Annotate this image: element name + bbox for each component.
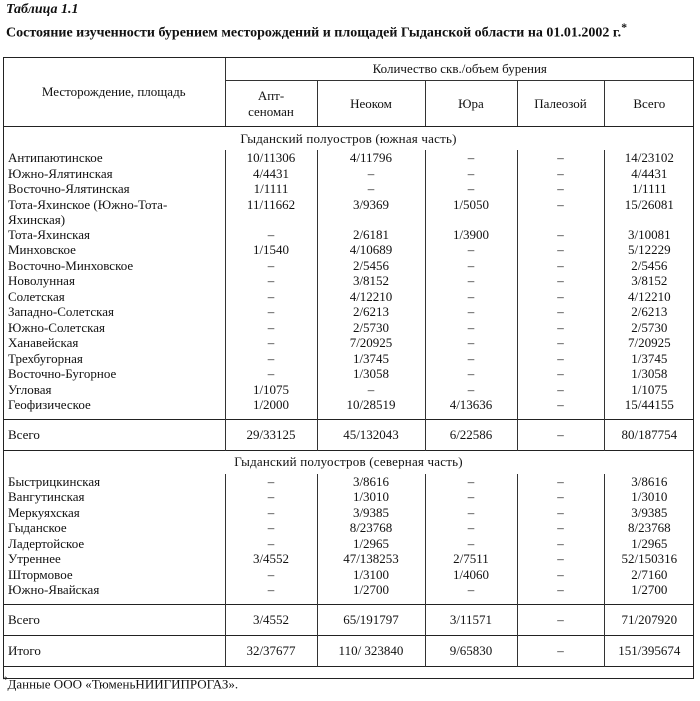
table-row [3, 197, 694, 227]
value-cell: – [425, 489, 517, 505]
value-cell: – [517, 289, 604, 305]
value-cell: 2/6181 [317, 227, 425, 243]
value-cell: – [225, 289, 317, 305]
value-cell: – [225, 567, 317, 583]
value-cell: 10/11306 [225, 150, 317, 166]
value-cell: 1/3900 [425, 227, 517, 243]
table-row [3, 166, 694, 182]
value-cell: – [317, 382, 425, 398]
value-cell: – [517, 273, 604, 289]
footnote [3, 666, 694, 701]
value-cell: 3/10081 [627, 226, 671, 242]
value-cell: 1/2700 [317, 582, 425, 598]
value-cell: 4/4431 [631, 165, 668, 181]
value-cell: – [225, 536, 317, 552]
value-cell: 110/ 323840 [317, 635, 425, 666]
table-row [3, 366, 694, 382]
value-cell: 2/6213 [317, 304, 425, 320]
value-cell: 1/3058 [317, 366, 425, 382]
value-cell: 1/3010 [317, 489, 425, 505]
value-cell: 6/22586 [425, 419, 517, 450]
value-cell: – [517, 520, 604, 536]
grand-total-row [3, 635, 694, 666]
table-row [3, 273, 694, 289]
field-name-cell: Геофизическое [3, 397, 225, 413]
value-cell: – [425, 150, 517, 166]
value-cell: 8/23768 [317, 520, 425, 536]
value-cell: – [517, 382, 604, 398]
table-row [3, 382, 694, 398]
value-cell: 71/207920 [604, 604, 694, 635]
value-cell: 4/10689 [317, 242, 425, 258]
value-cell: – [517, 150, 604, 166]
value-cell: – [517, 567, 604, 583]
value-cell: – [517, 635, 604, 666]
value-cell: – [517, 604, 604, 635]
value-cell: 47/138253 [317, 551, 425, 567]
table-row [3, 289, 694, 305]
value-cell: – [425, 335, 517, 351]
field-name-cell: Трехбугорная [3, 351, 225, 367]
header-col-total: Всего [604, 81, 694, 127]
field-name-cell: Восточно-Минховское [3, 258, 225, 274]
value-cell: – [425, 289, 517, 305]
value-cell: 1/2000 [225, 397, 317, 413]
value-cell: 80/187754 [604, 419, 694, 450]
value-cell: – [517, 551, 604, 567]
value-cell: – [517, 166, 604, 182]
field-name-cell: Западно-Солетская [3, 304, 225, 320]
header-field-name: Месторождение, площадь [3, 57, 225, 127]
value-cell: 3/9385 [317, 505, 425, 521]
value-cell: 11/11662 [225, 197, 317, 227]
value-cell: – [517, 351, 604, 367]
table-row [3, 335, 694, 351]
value-cell: 4/12210 [317, 289, 425, 305]
section-header [3, 127, 694, 151]
value-cell: – [517, 366, 604, 382]
table-row [3, 181, 694, 197]
value-cell: 2/5730 [631, 319, 668, 335]
value-cell: 1/1540 [225, 242, 317, 258]
value-cell: – [517, 419, 604, 450]
value-cell: 3/11571 [425, 604, 517, 635]
value-cell: 1/1075 [631, 381, 668, 397]
value-cell: – [225, 304, 317, 320]
value-cell: 1/2700 [631, 582, 668, 597]
value-cell: – [517, 320, 604, 336]
table-row [3, 397, 694, 413]
table-row [3, 150, 694, 166]
value-cell: – [425, 536, 517, 552]
value-cell: 32/37677 [225, 635, 317, 666]
value-cell: – [425, 582, 517, 598]
field-name-cell: Меркуяхская [3, 505, 225, 521]
table-row [3, 520, 694, 536]
value-cell: – [225, 320, 317, 336]
header-col-apt-cenoman [225, 81, 317, 127]
value-cell: 1/3745 [317, 351, 425, 367]
value-cell: 2/7511 [425, 551, 517, 567]
footnote-text: Данные ООО «ТюменьНИИГИПРОГАЗ». [7, 676, 239, 692]
field-name-cell: Угловая [3, 382, 225, 398]
value-cell: 1/1111 [631, 181, 667, 196]
value-cell: 3/8616 [631, 473, 668, 489]
value-cell: – [517, 474, 604, 490]
value-cell: 3/4552 [225, 551, 317, 567]
value-cell: – [425, 351, 517, 367]
value-cell: – [425, 474, 517, 490]
value-cell: – [425, 304, 517, 320]
value-cell: 8/23768 [627, 520, 671, 535]
value-cell: 3/8152 [317, 273, 425, 289]
title-footnote-mark: * [621, 21, 628, 34]
value-cell: 1/2965 [631, 535, 668, 551]
value-cell: 15/44155 [624, 397, 674, 412]
field-name-cell: Южно-Явайская [3, 582, 225, 598]
value-cell: 5/12229 [627, 242, 671, 257]
value-cell: 4/13636 [425, 397, 517, 413]
value-cell: – [425, 320, 517, 336]
value-cell: – [425, 242, 517, 258]
field-name-cell: Штормовое [3, 567, 225, 583]
value-cell: – [225, 505, 317, 521]
field-name-cell: Солетская [3, 289, 225, 305]
table-row [3, 489, 694, 505]
value-cell: – [225, 335, 317, 351]
value-cell: 1/3745 [631, 350, 668, 366]
footnote-row [3, 666, 694, 701]
field-name-cell: Вангутинская [3, 489, 225, 505]
value-cell: 151/395674 [604, 635, 694, 666]
value-cell: – [517, 242, 604, 258]
section-header [3, 450, 694, 474]
header-col-jurassic: Юра [425, 81, 517, 127]
field-name-cell: Южно-Солетская [3, 320, 225, 336]
header-col-paleozoic: Палеозой [517, 81, 604, 127]
value-cell: 1/4060 [425, 567, 517, 583]
value-cell: 2/5456 [317, 258, 425, 274]
field-name-cell: Утреннее [3, 551, 225, 567]
value-cell: 7/20925 [317, 335, 425, 351]
value-cell: – [517, 536, 604, 552]
value-cell: – [425, 366, 517, 382]
table-row [3, 551, 694, 567]
footnote-mark: * [3, 674, 8, 685]
value-cell: 45/132043 [317, 419, 425, 450]
table-row [3, 258, 694, 274]
field-name-cell: Ханавейская [3, 335, 225, 351]
value-cell: 2/5456 [631, 257, 668, 273]
field-name-cell: Минховское [3, 242, 225, 258]
value-cell: – [317, 166, 425, 182]
value-cell: – [225, 273, 317, 289]
table-row [3, 242, 694, 258]
value-cell: – [517, 582, 604, 598]
value-cell: 1/1075 [225, 382, 317, 398]
value-cell: 3/4552 [225, 604, 317, 635]
table-row [3, 567, 694, 583]
table-title [6, 20, 686, 41]
value-cell: 3/9385 [631, 504, 668, 520]
value-cell: – [517, 304, 604, 320]
value-cell: – [225, 227, 317, 243]
value-cell: 65/191797 [317, 604, 425, 635]
value-cell: 4/11796 [317, 150, 425, 166]
value-cell: 52/150316 [621, 551, 678, 566]
table-title-text: Состояние изученности бурением месторождений и площадей Гыданской области на 01.01.2002 г. [6, 25, 622, 41]
value-cell: – [225, 258, 317, 274]
value-cell: – [425, 181, 517, 197]
value-cell: 2/7160 [631, 566, 668, 582]
table-row [3, 474, 694, 490]
section-total-row [3, 604, 694, 635]
value-cell: – [517, 197, 604, 227]
value-cell: – [517, 505, 604, 521]
value-cell: – [225, 582, 317, 598]
value-cell: 3/8152 [631, 273, 668, 288]
table-row [3, 505, 694, 521]
value-cell: 1/2965 [317, 536, 425, 552]
value-cell: 9/65830 [425, 635, 517, 666]
field-name-cell: Восточно-Ялятинская [3, 181, 225, 197]
field-name-cell: Восточно-Бугорное [3, 366, 225, 382]
field-name-cell: Всего [3, 419, 225, 450]
value-cell: 3/9369 [317, 197, 425, 227]
value-cell: – [317, 181, 425, 197]
field-name-cell: Гыданское [3, 520, 225, 536]
value-cell: – [517, 258, 604, 274]
value-cell: 4/4431 [225, 166, 317, 182]
value-cell: – [517, 227, 604, 243]
value-cell: 15/26081 [624, 196, 674, 212]
value-cell: – [425, 273, 517, 289]
value-cell: 4/12210 [627, 288, 671, 304]
value-cell: – [517, 489, 604, 505]
field-name-cell: Ладертойское [3, 536, 225, 552]
value-cell: 1/3058 [631, 366, 668, 381]
value-cell: – [225, 366, 317, 382]
field-name-cell: Тота-Яхинская [3, 227, 225, 243]
table-row [3, 582, 694, 598]
section-total-row [3, 419, 694, 450]
header-group: Количество скв./объем бурения [225, 57, 694, 81]
value-cell: – [517, 181, 604, 197]
table-caption-label: Таблица 1.1 [6, 2, 79, 17]
value-cell: – [425, 520, 517, 536]
field-name-cell: Быстрицкинская [3, 474, 225, 490]
value-cell: 1/1111 [225, 181, 317, 197]
value-cell: 14/23102 [624, 150, 674, 165]
value-cell: – [425, 382, 517, 398]
value-cell: – [425, 166, 517, 182]
value-cell: 3/8616 [317, 474, 425, 490]
table-row [3, 304, 694, 320]
value-cell: 1/5050 [425, 197, 517, 227]
field-name-cell: Всего [3, 604, 225, 635]
value-cell: 1/3100 [317, 567, 425, 583]
table-row [3, 351, 694, 367]
field-name-cell: Новолунная [3, 273, 225, 289]
section-title: Гыданский полуостров (северная часть) [3, 450, 694, 474]
header-col-neocomian: Неоком [317, 81, 425, 127]
value-cell: – [225, 351, 317, 367]
value-cell: 29/33125 [225, 419, 317, 450]
value-cell: – [425, 258, 517, 274]
value-cell: – [225, 520, 317, 536]
value-cell: – [225, 489, 317, 505]
value-cell: – [517, 335, 604, 351]
table-body [3, 127, 694, 701]
value-cell: 7/20925 [627, 335, 671, 350]
value-cell: – [225, 474, 317, 490]
table-row [3, 227, 694, 243]
field-name-cell: Тота-Яхинское (Южно-Тота- Яхинская) [3, 197, 225, 227]
table-row [3, 320, 694, 336]
section-title: Гыданский полуостров (южная часть) [240, 130, 457, 146]
value-cell: 10/28519 [317, 397, 425, 413]
field-name-cell: Южно-Ялятинская [3, 166, 225, 182]
value-cell: – [425, 505, 517, 521]
value-cell: 2/6213 [631, 304, 668, 319]
value-cell: 2/5730 [317, 320, 425, 336]
value-cell: – [517, 397, 604, 413]
value-cell: 1/3010 [631, 489, 668, 504]
drilling-table [3, 57, 694, 701]
field-name-cell: Итого [3, 635, 225, 666]
field-name-cell: Антипаютинское [3, 150, 225, 166]
table-row [3, 536, 694, 552]
header-col-label: Апт- сеноман [248, 87, 294, 119]
